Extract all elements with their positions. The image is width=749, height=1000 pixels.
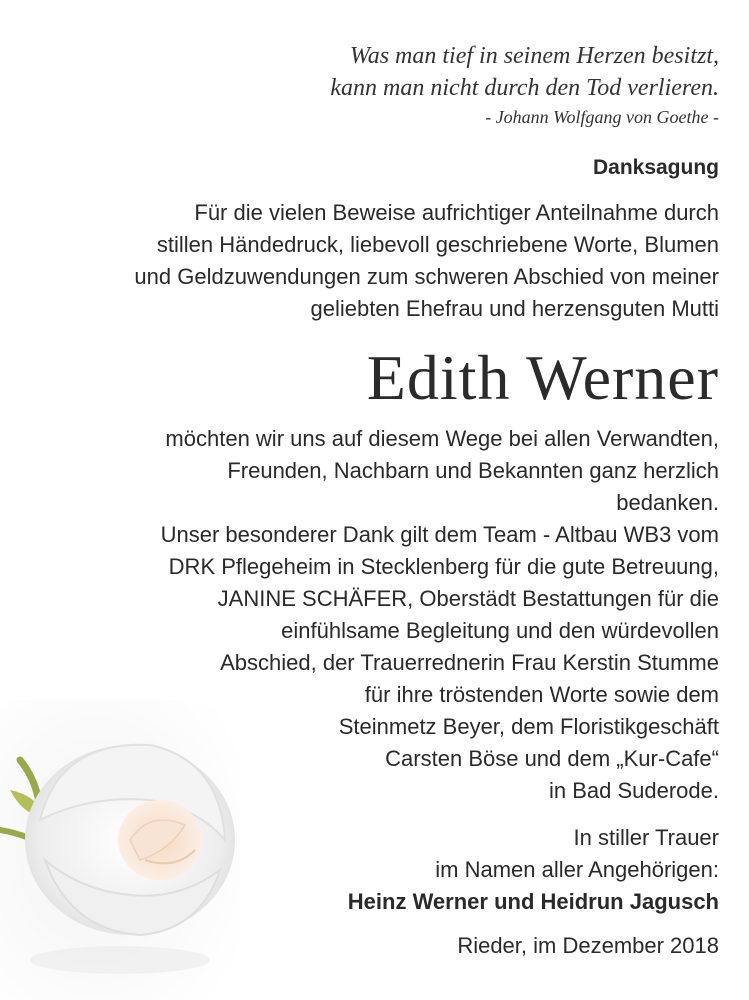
thanks-line: Carsten Böse und dem „Kur-Cafe“ (385, 746, 719, 771)
thanks-line: einfühlsame Begleitung und den würdevollen (281, 618, 719, 643)
signature-line: im Namen aller Angehörigen: (435, 857, 719, 882)
goethe-quote (59, 40, 719, 130)
quote-line: kann man nicht durch den Tod verlieren. (330, 75, 719, 101)
place-date: Rieder, im Dezember 2018 (457, 933, 719, 958)
thanks-line: möchten wir uns auf diesem Wege bei allen Verwandten, (165, 426, 719, 451)
intro-line: und Geldzuwendungen zum schweren Abschied von meiner (134, 264, 719, 289)
intro-line: Für die vielen Beweise aufrichtiger Anteilnahme durch (194, 200, 719, 225)
intro-line: geliebten Ehefrau und herzensguten Mutti (310, 296, 719, 321)
thanks-line: bedanken. (616, 490, 719, 515)
thanks-line: DRK Pflegeheim in Stecklenberg für die gute Betreuung, (168, 554, 719, 579)
thanks-paragraph (19, 423, 719, 807)
intro-line: stillen Händedruck, liebevoll geschriebene Worte, Blumen (156, 232, 719, 257)
quote-line: Was man tief in seinem Herzen besitzt, (349, 43, 719, 69)
thanks-line: für ihre tröstenden Worte sowie dem (364, 682, 719, 707)
deceased-name: Edith Werner (366, 342, 719, 413)
intro-paragraph (19, 197, 719, 325)
signature-block (19, 822, 719, 918)
thanks-line: in Bad Suderode. (548, 778, 719, 803)
thanks-line: Freunden, Nachbarn und Bekannten ganz herzlich (227, 458, 719, 483)
thanks-line: Steinmetz Beyer, dem Floristikgeschäft (338, 714, 719, 739)
quote-author: - Johann Wolfgang von Goethe - (485, 107, 719, 127)
thanks-line: JANINE SCHÄFER, Oberstädt Bestattungen für die (217, 586, 719, 611)
thanks-line: Unser besonderer Dank gilt dem Team - Altbau WB3 vom (160, 522, 719, 547)
danksagung-heading: Danksagung (592, 156, 719, 179)
thanks-line: Abschied, der Trauerrednerin Frau Kerstin Stumme (220, 650, 719, 675)
signature-names: Heinz Werner und Heidrun Jagusch (347, 889, 719, 914)
signature-line: In stiller Trauer (573, 825, 719, 850)
